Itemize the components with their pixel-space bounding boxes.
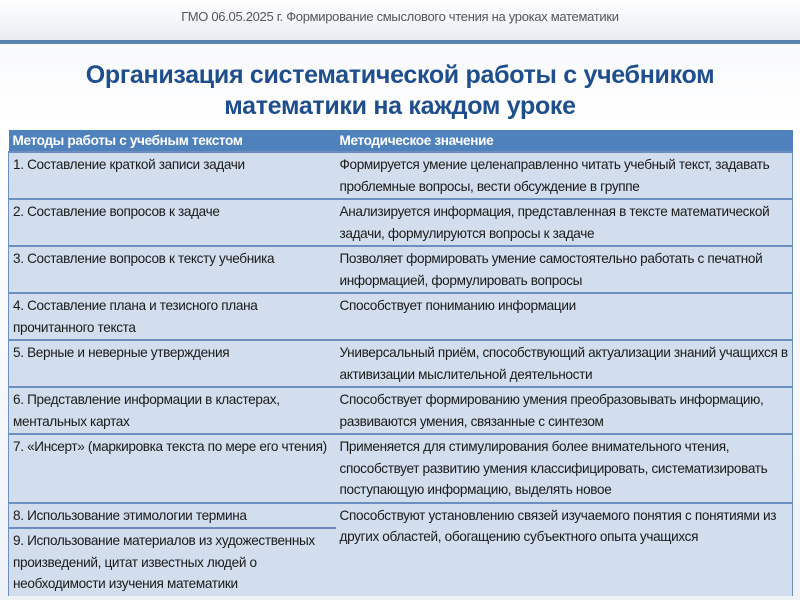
table-row xyxy=(9,387,793,434)
slide-subtitle: ГМО 06.05.2025 г. Формирование смыслового чтения на уроках математики xyxy=(181,9,619,24)
table-row xyxy=(9,199,793,246)
table-row xyxy=(9,246,793,293)
column-header-methods: Методы работы с учебным текстом xyxy=(9,130,336,152)
column-header-value: Методическое значение xyxy=(336,130,793,152)
method-cell: 8. Использование этимологии термина xyxy=(9,503,336,529)
table-row xyxy=(9,293,793,340)
slide-title xyxy=(0,60,800,122)
method-cell: 4. Составление плана и тезисного плана прочитанного текста xyxy=(9,293,336,340)
table-row xyxy=(9,434,793,503)
table-row xyxy=(9,340,793,387)
value-cell: Применяется для стимулирования более внимательного чтения, способствует развитию умения классифицировать, систематизировать поступающую информацию, выделять новое xyxy=(336,434,793,503)
title-line-2: математики на каждом уроке xyxy=(224,92,576,120)
method-cell: 9. Использование материалов из художественных произведений, цитат известных людей о необходимости изучения математики xyxy=(9,528,336,596)
table-row xyxy=(9,503,793,529)
value-cell: Способствуют установлению связей изучаемого понятия с понятиями из других областей, обогащению субъектного опыта учащихся xyxy=(336,503,793,596)
methods-table xyxy=(8,130,793,596)
value-cell: Анализируется информация, представленная в тексте математической задачи, формулируются вопросы к задаче xyxy=(336,199,793,246)
value-cell: Формируется умение целенаправленно читать учебный текст, задавать проблемные вопросы, вести обсуждение в группе xyxy=(336,152,793,199)
method-cell: 5. Верные и неверные утверждения xyxy=(9,340,336,387)
method-cell: 1. Составление краткой записи задачи xyxy=(9,152,336,199)
value-cell: Позволяет формировать умение самостоятельно работать с печатной информацией, формулировать вопросы xyxy=(336,246,793,293)
method-cell: 2. Составление вопросов к задаче xyxy=(9,199,336,246)
table-row xyxy=(9,152,793,199)
value-cell: Способствует формированию умения преобразовывать информацию, развиваются умения, связанные с синтезом xyxy=(336,387,793,434)
value-cell: Универсальный приём, способствующий актуализации знаний учащихся в активизации мыслительной деятельности xyxy=(336,340,793,387)
table-header-row xyxy=(9,130,793,152)
header-divider xyxy=(0,40,800,44)
method-cell: 3. Составление вопросов к тексту учебника xyxy=(9,246,336,293)
title-line-1: Организация систематической работы с учебником xyxy=(85,61,715,89)
method-cell: 7. «Инсерт» (маркировка текста по мере его чтения) xyxy=(9,434,336,503)
method-cell: 6. Представление информации в кластерах, ментальных картах xyxy=(9,387,336,434)
value-cell: Способствует пониманию информации xyxy=(336,293,793,340)
